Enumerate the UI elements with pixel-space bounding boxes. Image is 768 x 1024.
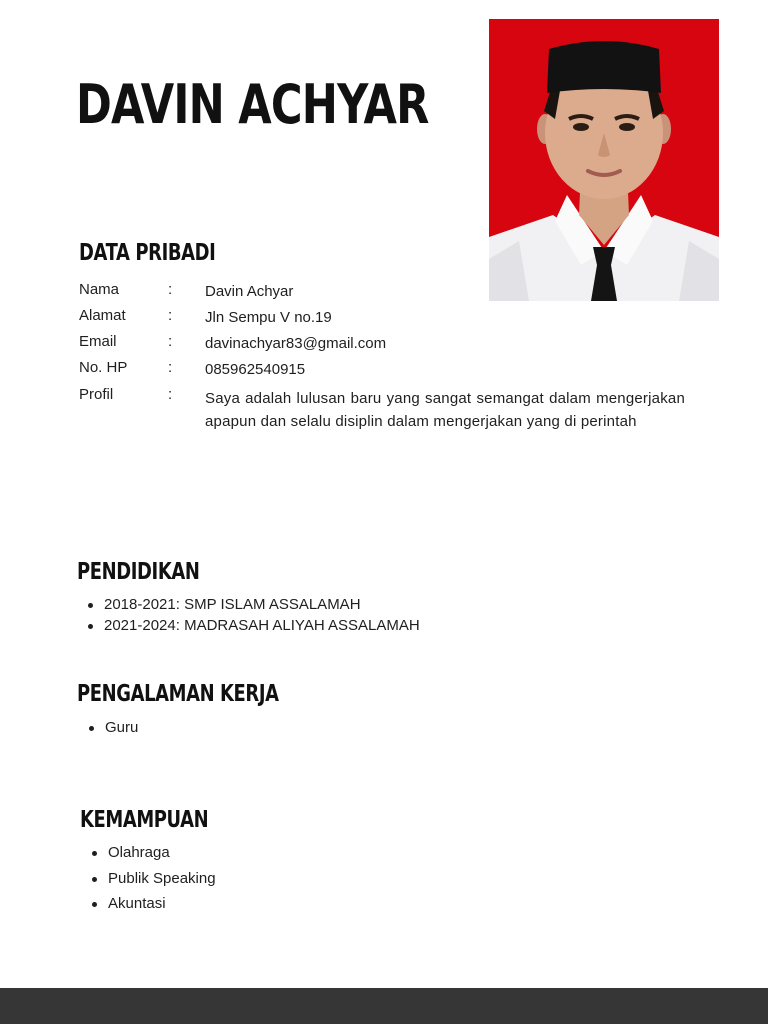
list-item: Akuntasi [84, 891, 216, 917]
info-colon: : [168, 333, 173, 350]
skills-list [84, 840, 216, 917]
section-title-kemampuan: KEMAMPUAN [80, 807, 209, 833]
info-label: Profil [79, 386, 114, 403]
info-colon: : [168, 307, 173, 324]
education-list [80, 594, 420, 636]
section-title-pengalaman-kerja: PENGALAMAN KERJA [77, 681, 279, 707]
profile-photo [489, 19, 719, 301]
list-item: Guru [81, 717, 138, 739]
section-title-data-pribadi: DATA PRIBADI [79, 240, 216, 266]
info-label: Alamat [79, 307, 126, 324]
list-item: 2018-2021: SMP ISLAM ASSALAMAH [80, 594, 420, 615]
info-value: davinachyar83@gmail.com [205, 335, 387, 352]
info-label: No. HP [79, 359, 128, 376]
list-item: Publik Speaking [84, 866, 216, 892]
portrait-illustration [489, 19, 719, 301]
info-colon: : [168, 281, 173, 298]
info-colon: : [168, 386, 173, 403]
info-colon: : [168, 359, 173, 376]
info-value: Davin Achyar [205, 283, 294, 300]
footer-bar [0, 988, 768, 1024]
list-item: Olahraga [84, 840, 216, 866]
info-label: Nama [79, 281, 120, 298]
info-value: 085962540915 [205, 361, 306, 378]
info-value: Jln Sempu V no.19 [205, 309, 332, 326]
list-item: 2021-2024: MADRASAH ALIYAH ASSALAMAH [80, 615, 420, 636]
profile-summary: Saya adalah lulusan baru yang sangat semangat dalam mengerjakan apapun dan selalu disiplin dalam mengerjakan yang di perintah [205, 390, 685, 430]
experience-list [81, 717, 138, 739]
resume-name: DAVIN ACHYAR [76, 73, 429, 136]
info-label: Email [79, 333, 117, 350]
section-title-pendidikan: PENDIDIKAN [77, 559, 200, 585]
